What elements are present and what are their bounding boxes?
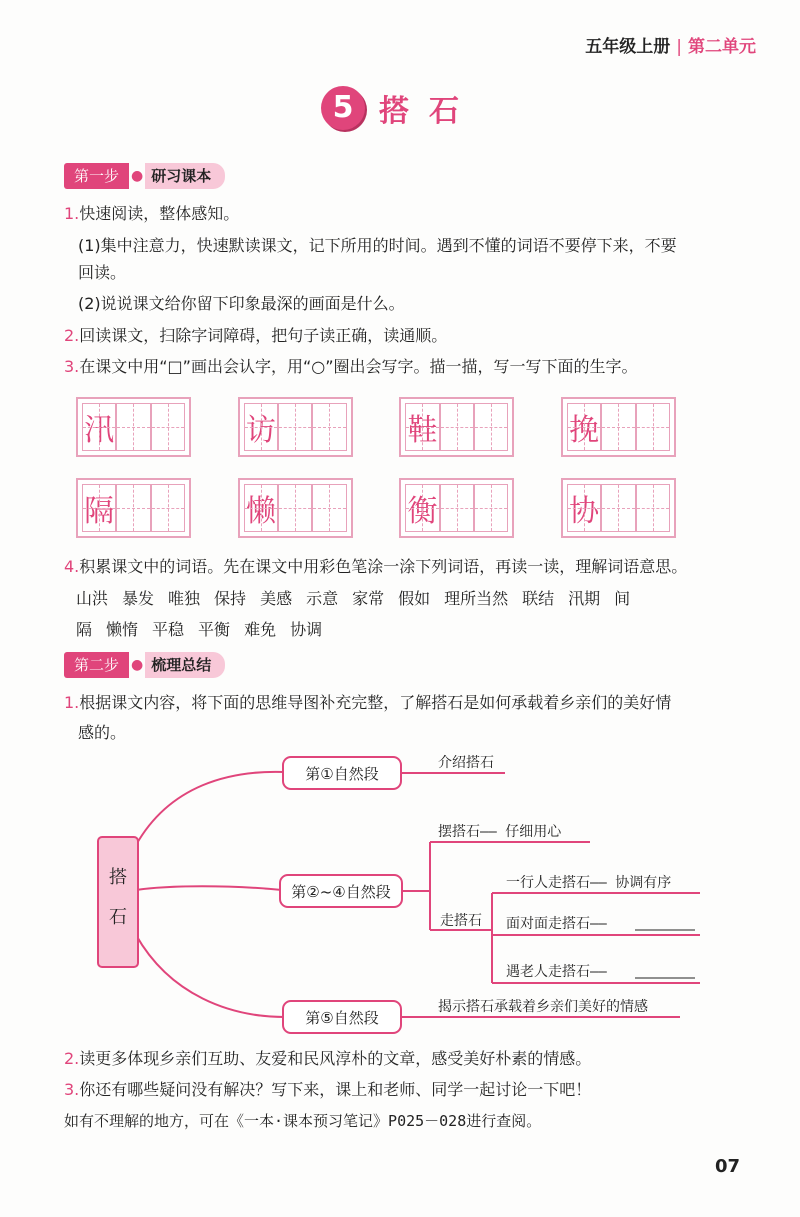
step1-item4: 4.积累课文中的词语。先在课文中用彩色笔涂一涂下列词语，再读一读，理解词语意思。 [64,557,688,576]
char-practice-box[interactable] [561,478,676,538]
step1-sub1-line2: 回读。 [78,263,127,282]
blank-cell[interactable] [474,403,508,451]
branch-line-1 [136,772,285,845]
step2-item2: 2.读更多体现乡亲们互助、友爱和民风淳朴的文章，感受美好朴素的情感。 [64,1049,592,1068]
blank-cell[interactable] [601,403,635,451]
unit-label: 第二单元 [688,37,756,57]
blank-cell[interactable] [151,403,185,451]
blank-cell[interactable] [151,484,185,532]
step1-tag: 第一步 [64,163,129,189]
blank-cell[interactable] [116,403,150,451]
char-cell: 鞋 [405,403,439,451]
char-grid-row1 [76,397,676,457]
blank-cell[interactable] [440,403,474,451]
char-grid-row2 [76,478,676,538]
node3-note: 揭示搭石承载着乡亲们美好的情感 [438,999,648,1015]
char-practice-box[interactable] [399,397,514,457]
blank-cell[interactable] [440,484,474,532]
char-practice-box[interactable] [238,478,353,538]
char-practice-box[interactable] [238,397,353,457]
branch-line-2 [136,886,282,890]
header-separator: | [676,37,682,57]
char-practice-box[interactable] [561,397,676,457]
blank-cell[interactable] [116,484,150,532]
vocab-line2: 隔 懒惰 平稳 平衡 难免 协调 [76,620,323,639]
node-paragraph-1-label: 第①自然段 [305,765,379,783]
char-cell: 隔 [82,484,116,532]
blank-cell[interactable] [278,484,312,532]
node-paragraph-2-4-label: 第②~④自然段 [291,883,391,901]
step2-tag: 第二步 [64,652,129,678]
walk-3: 遇老人走搭石—— [506,964,607,980]
char-cell: 访 [244,403,278,451]
center-bottom-text: 石 [109,907,127,928]
node1-note: 介绍搭石 [438,755,494,771]
char-cell: 协 [567,484,601,532]
walk-1: 一行人走搭石—— 协调有序 [506,875,672,891]
page-header [585,32,756,57]
step1-banner [64,163,225,189]
node2-sub1: 摆搭石—— 仔细用心 [438,824,562,840]
blank-cell[interactable] [636,403,670,451]
char-cell: 衡 [405,484,439,532]
step1-sub1-line1: (1)集中注意力，快速默读课文，记下所用的时间。遇到不懂的词语不要停下来，不要 [78,236,677,255]
char-cell: 汛 [82,403,116,451]
step-dot-icon: ● [131,657,144,673]
char-practice-box[interactable] [76,397,191,457]
node-paragraph-5-label: 第⑤自然段 [305,1009,379,1027]
step1-name: 研习课本 [145,163,225,189]
lesson-title-block [0,86,800,130]
mind-map [0,745,800,1045]
lesson-title: 搭石 [379,94,479,129]
reference-note: 如有不理解的地方，可在《一本·课本预习笔记》P025－028进行查阅。 [64,1112,542,1130]
blank-cell[interactable] [312,484,346,532]
char-practice-box[interactable] [76,478,191,538]
char-cell: 懒 [244,484,278,532]
blank-cell[interactable] [278,403,312,451]
walk-2: 面对面走搭石—— [506,916,607,932]
char-practice-box[interactable] [399,478,514,538]
page-number: 07 [714,1156,740,1177]
blank-cell[interactable] [312,403,346,451]
step-dot-icon: ● [131,168,144,184]
step1-item1: 1.快速阅读，整体感知。 [64,204,240,223]
step1-item2: 2.回读课文，扫除字词障碍，把句子读正确，读通顺。 [64,326,448,345]
vocab-line1: 山洪 暴发 唯独 保持 美感 示意 家常 假如 理所当然 联结 汛期 间 [76,589,631,608]
blank-cell[interactable] [601,484,635,532]
char-cell: 挽 [567,403,601,451]
node2-sub2: 走搭石 [440,913,482,929]
center-node [98,837,138,967]
step2-name: 梳理总结 [145,652,225,678]
branch-line-3 [136,935,285,1017]
center-top-text: 搭 [109,867,127,888]
step2-item1-line1: 1.根据课文内容，将下面的思维导图补充完整，了解搭石是如何承载着乡亲们的美好情 [64,693,672,712]
grade-label: 五年级上册 [585,37,671,57]
step2-item1-line2: 感的。 [78,723,127,742]
step2-banner [64,652,225,678]
step1-sub2: (2)说说课文给你留下印象最深的画面是什么。 [78,294,405,313]
blank-cell[interactable] [636,484,670,532]
step1-item3: 3.在课文中用“□”画出会认字，用“○”圈出会写字。描一描，写一写下面的生字。 [64,357,638,376]
blank-cell[interactable] [474,484,508,532]
step2-item3: 3.你还有哪些疑问没有解决？写下来，课上和老师、同学一起讨论一下吧！ [64,1080,592,1099]
lesson-number-badge: 5 [321,86,365,130]
